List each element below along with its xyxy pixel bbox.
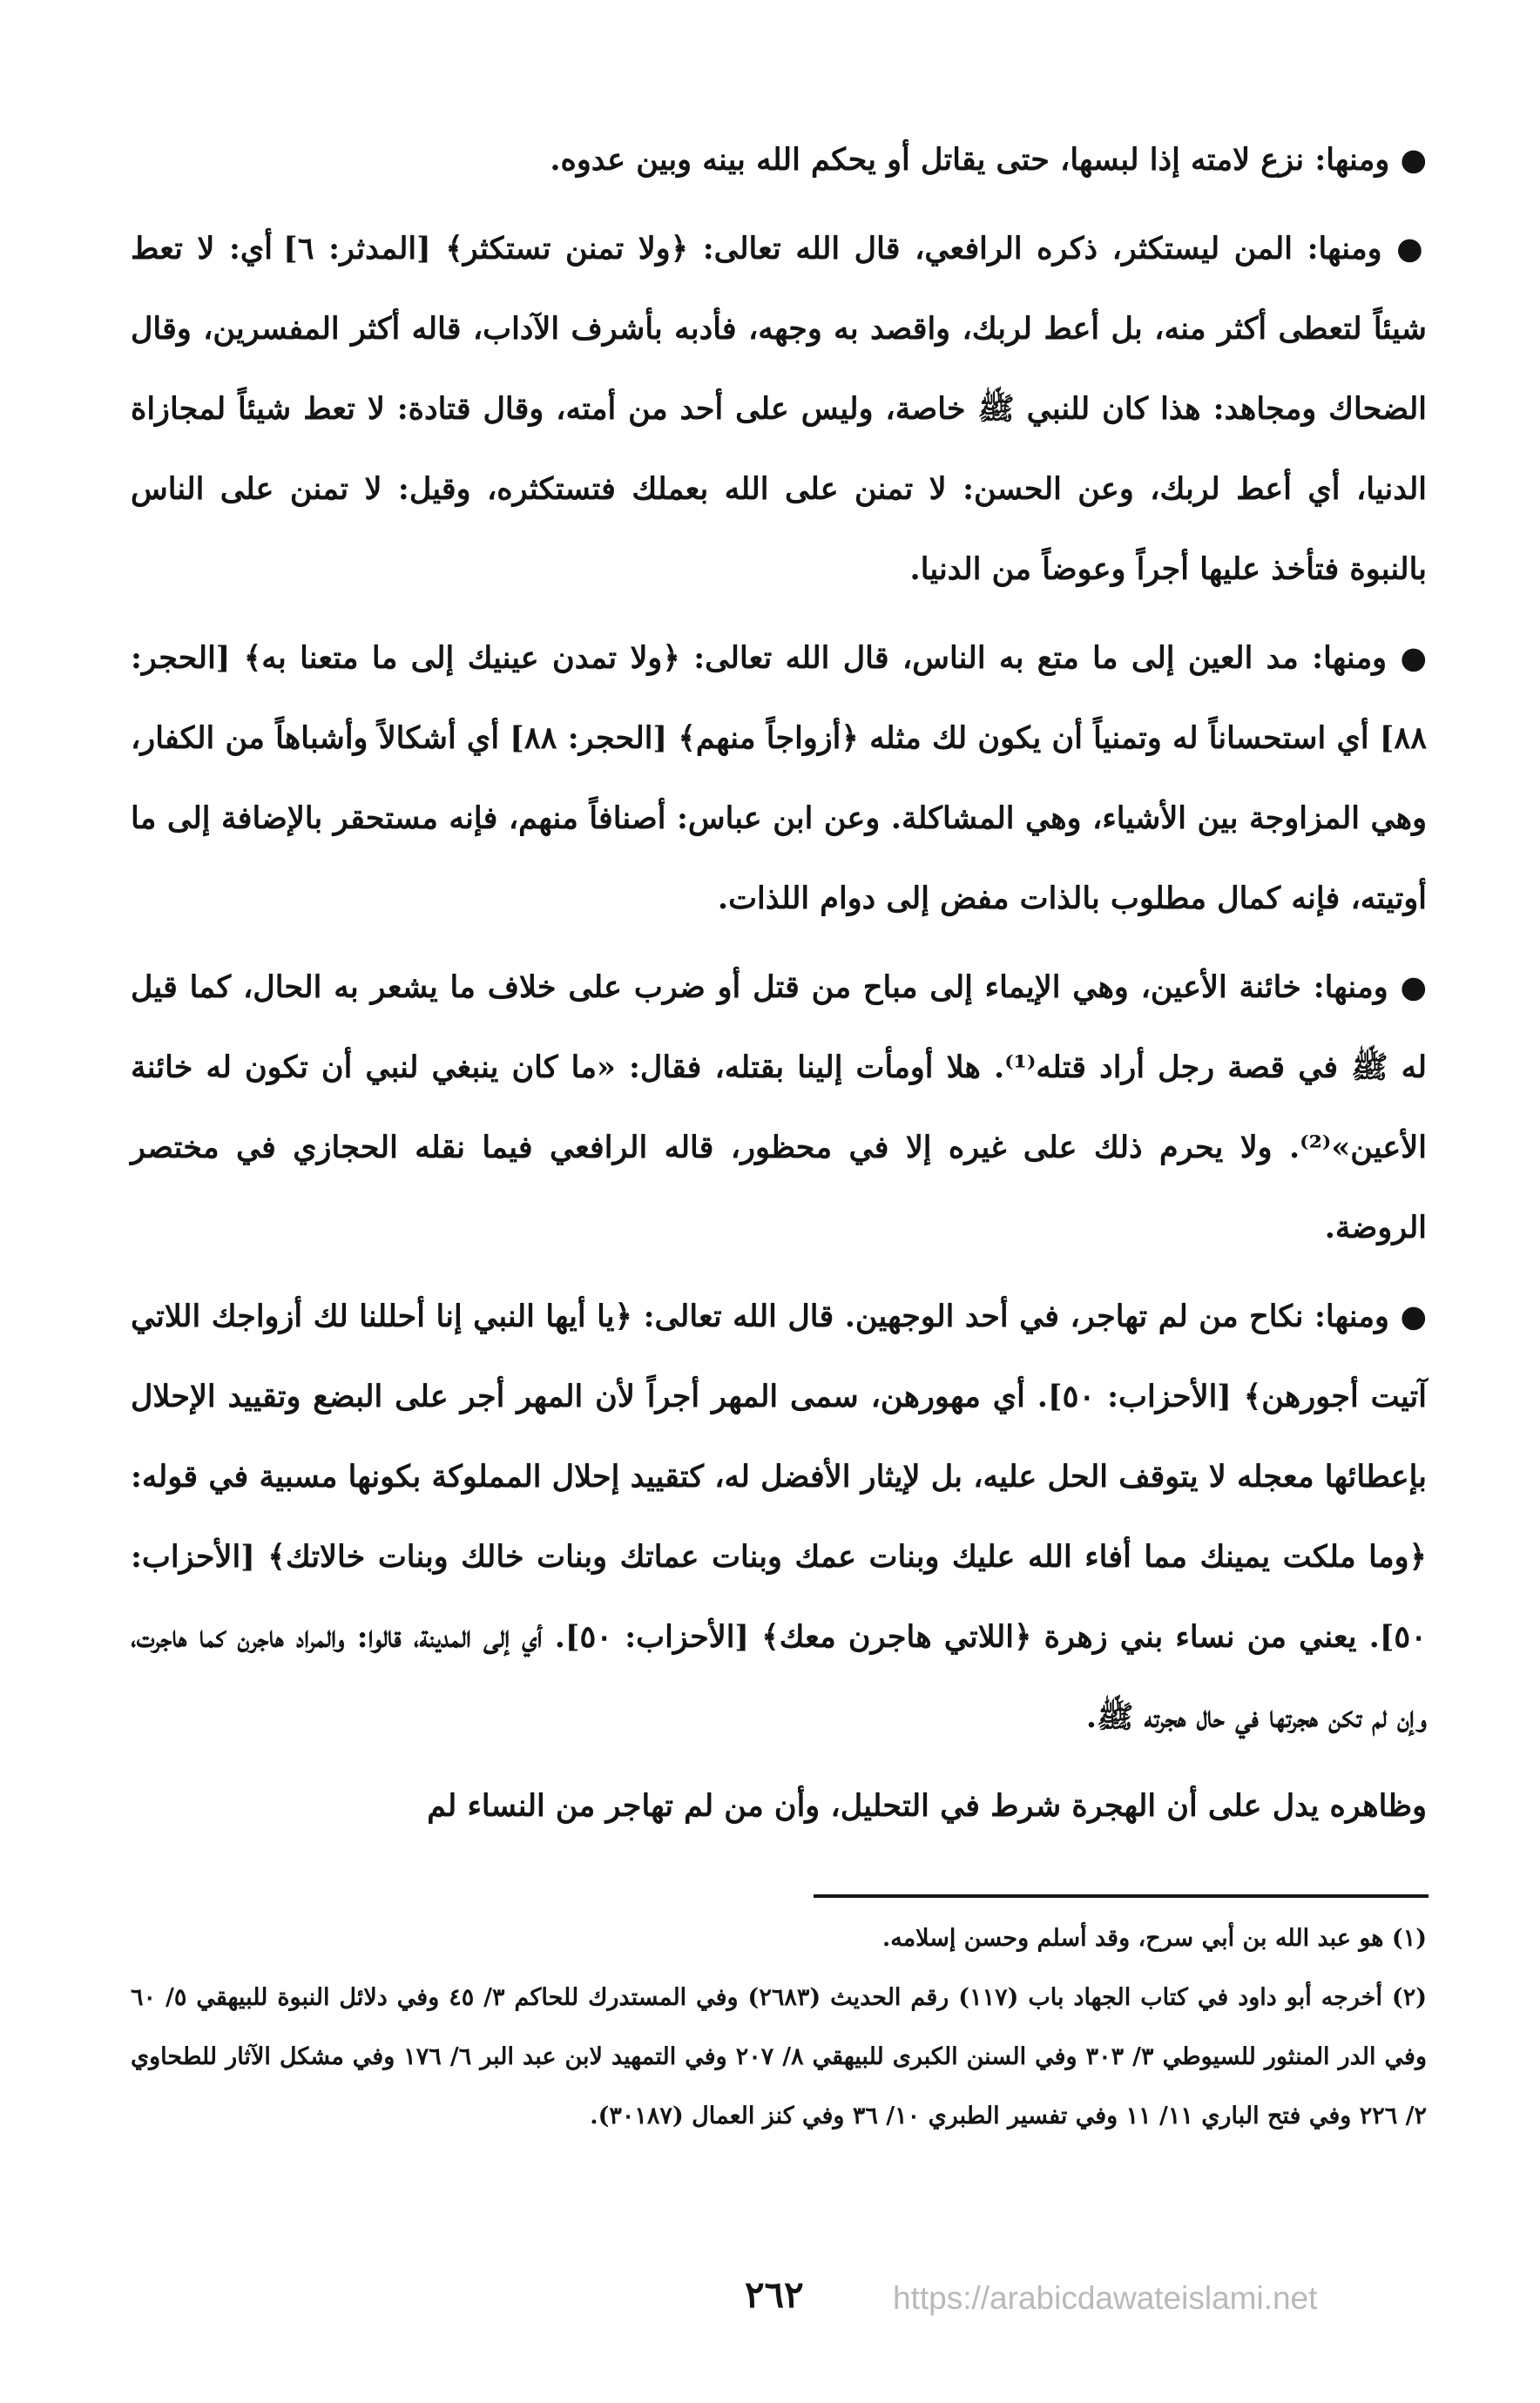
footnotes (131, 1909, 1427, 2146)
paragraph-5: ● ومنها: نكاح من لم تهاجر، في أحد الوجهين. قال الله تعالى: ﴿يا أيها النبي إنا أحللنا لك أزواجك اللاتي آتيت أجورهن﴾ [الأحزاب: ٥٠]. أي مهورهن، سمى المهر أجراً لأن المهر أجر على البضع وتقييد الإحلال بإعطائها معجله لا يتوقف الحل عليه، بل لإيثار الأفضل له، كتقييد إحلال المملوكة بكونها مسبية في قوله: ﴿وما ملكت يمينك مما أفاء الله عليك وبنات عمك وبنات عماتك وبنات خالك وبنات خالاتك﴾ [الأحزاب: ٥٠]. يعني من نساء بني زهرة ﴿اللاتي هاجرن معك﴾ [الأحزاب: ٥٠]. أي إلى المدينة، قالوا: والمراد هاجرن كما هاجرت، وإن لم تكن هجرتها في حال هجرته ﷺ. (131, 1299, 1427, 1735)
source-watermark: https://arabicdawateislami.net (893, 2280, 1318, 2316)
paragraph-1: ● ومنها: نزع لامته إذا لبسها، حتى يقاتل أو يحكم الله بينه وبين عدوه. (550, 142, 1427, 178)
footnote-2: (٢) أخرجه أبو داود في كتاب الجهاد باب (١١٧) رقم الحديث (٢٦٨٣) وفي المستدرك للحاكم ٣/ ٤٥ وفي دلائل النبوة للبيهقي ٥/ ٦٠ وفي الدر المنثور للسيوطي ٣/ ٣٠٣ وفي السنن الكبرى للبيهقي ٨/ ٢٠٧ وفي التمهيد لابن عبد البر ٦/ ١٧٦ وفي مشكل الآثار للطحاوي ٢/ ٢٢٦ وفي فتح الباري ١١/ ١١ وفي تفسير الطبري ١٠/ ٣٦ وفي كنز العمال (٣٠١٨٧). (131, 1984, 1427, 2130)
main-text (131, 120, 1427, 1855)
footnote-1: (١) هو عبد الله بن أبي سرح، وقد أسلم وحسن إسلامه. (881, 1925, 1427, 1952)
paragraph-3: ● ومنها: مد العين إلى ما متع به الناس، قال الله تعالى: ﴿ولا تمدن عينيك إلى ما متعنا به﴾ [الحجر: ٨٨] أي استحساناً له وتمنياً أن يكون لك مثله ﴿أزواجاً منهم﴾ [الحجر: ٨٨] أي أشكالاً وأشباهاً من الكفار، وهي المزاوجة بين الأشياء، وهي المشاكلة. وعن ابن عباس: أصنافاً منهم، فإنه مستحقر بالإضافة إلى ما أوتيته، فإنه كمال مطلوب بالذات مفض إلى دوام اللذات. (131, 640, 1427, 916)
paragraph-2: ● ومنها: المن ليستكثر، ذكره الرافعي، قال الله تعالى: ﴿ولا تمنن تستكثر﴾ [المدثر: ٦] أي: لا تعط شيئاً لتعطى أكثر منه، بل أعط لربك، واقصد به وجهه، فأدبه بأشرف الآداب، قاله أكثر المفسرين، وقال الضحاك ومجاهد: هذا كان للنبي ﷺ خاصة، وليس على أحد من أمته، وقال قتادة: لا تعط شيئاً لمجازاة الدنيا، أي أعط لربك، وعن الحسن: لا تمنن على الله بعملك فتستكثره، وقيل: لا تمنن على الناس بالنبوة فتأخذ عليها أجراً وعوضاً من الدنيا. (131, 231, 1427, 587)
paragraph-4: ● ومنها: خائنة الأعين، وهي الإيماء إلى مباح من قتل أو ضرب على خلاف ما يشعر به الحال، كما قيل له ﷺ في قصة رجل أراد قتله⁽¹⁾. هلا أومأت إلينا بقتله، فقال: «ما كان ينبغي لنبي أن تكون له خائنة الأعين»⁽²⁾. ولا يحرم ذلك على غيره إلا في محظور، قاله الرافعي فيما نقله الحجازي في مختصر الروضة. (131, 969, 1427, 1245)
page-number: ٢٦٢ (745, 2273, 804, 2316)
paragraph-6: وظاهره يدل على أن الهجرة شرط في التحليل، وأن من لم تهاجر من النساء لم (427, 1788, 1427, 1824)
footnote-divider (814, 1894, 1429, 1898)
